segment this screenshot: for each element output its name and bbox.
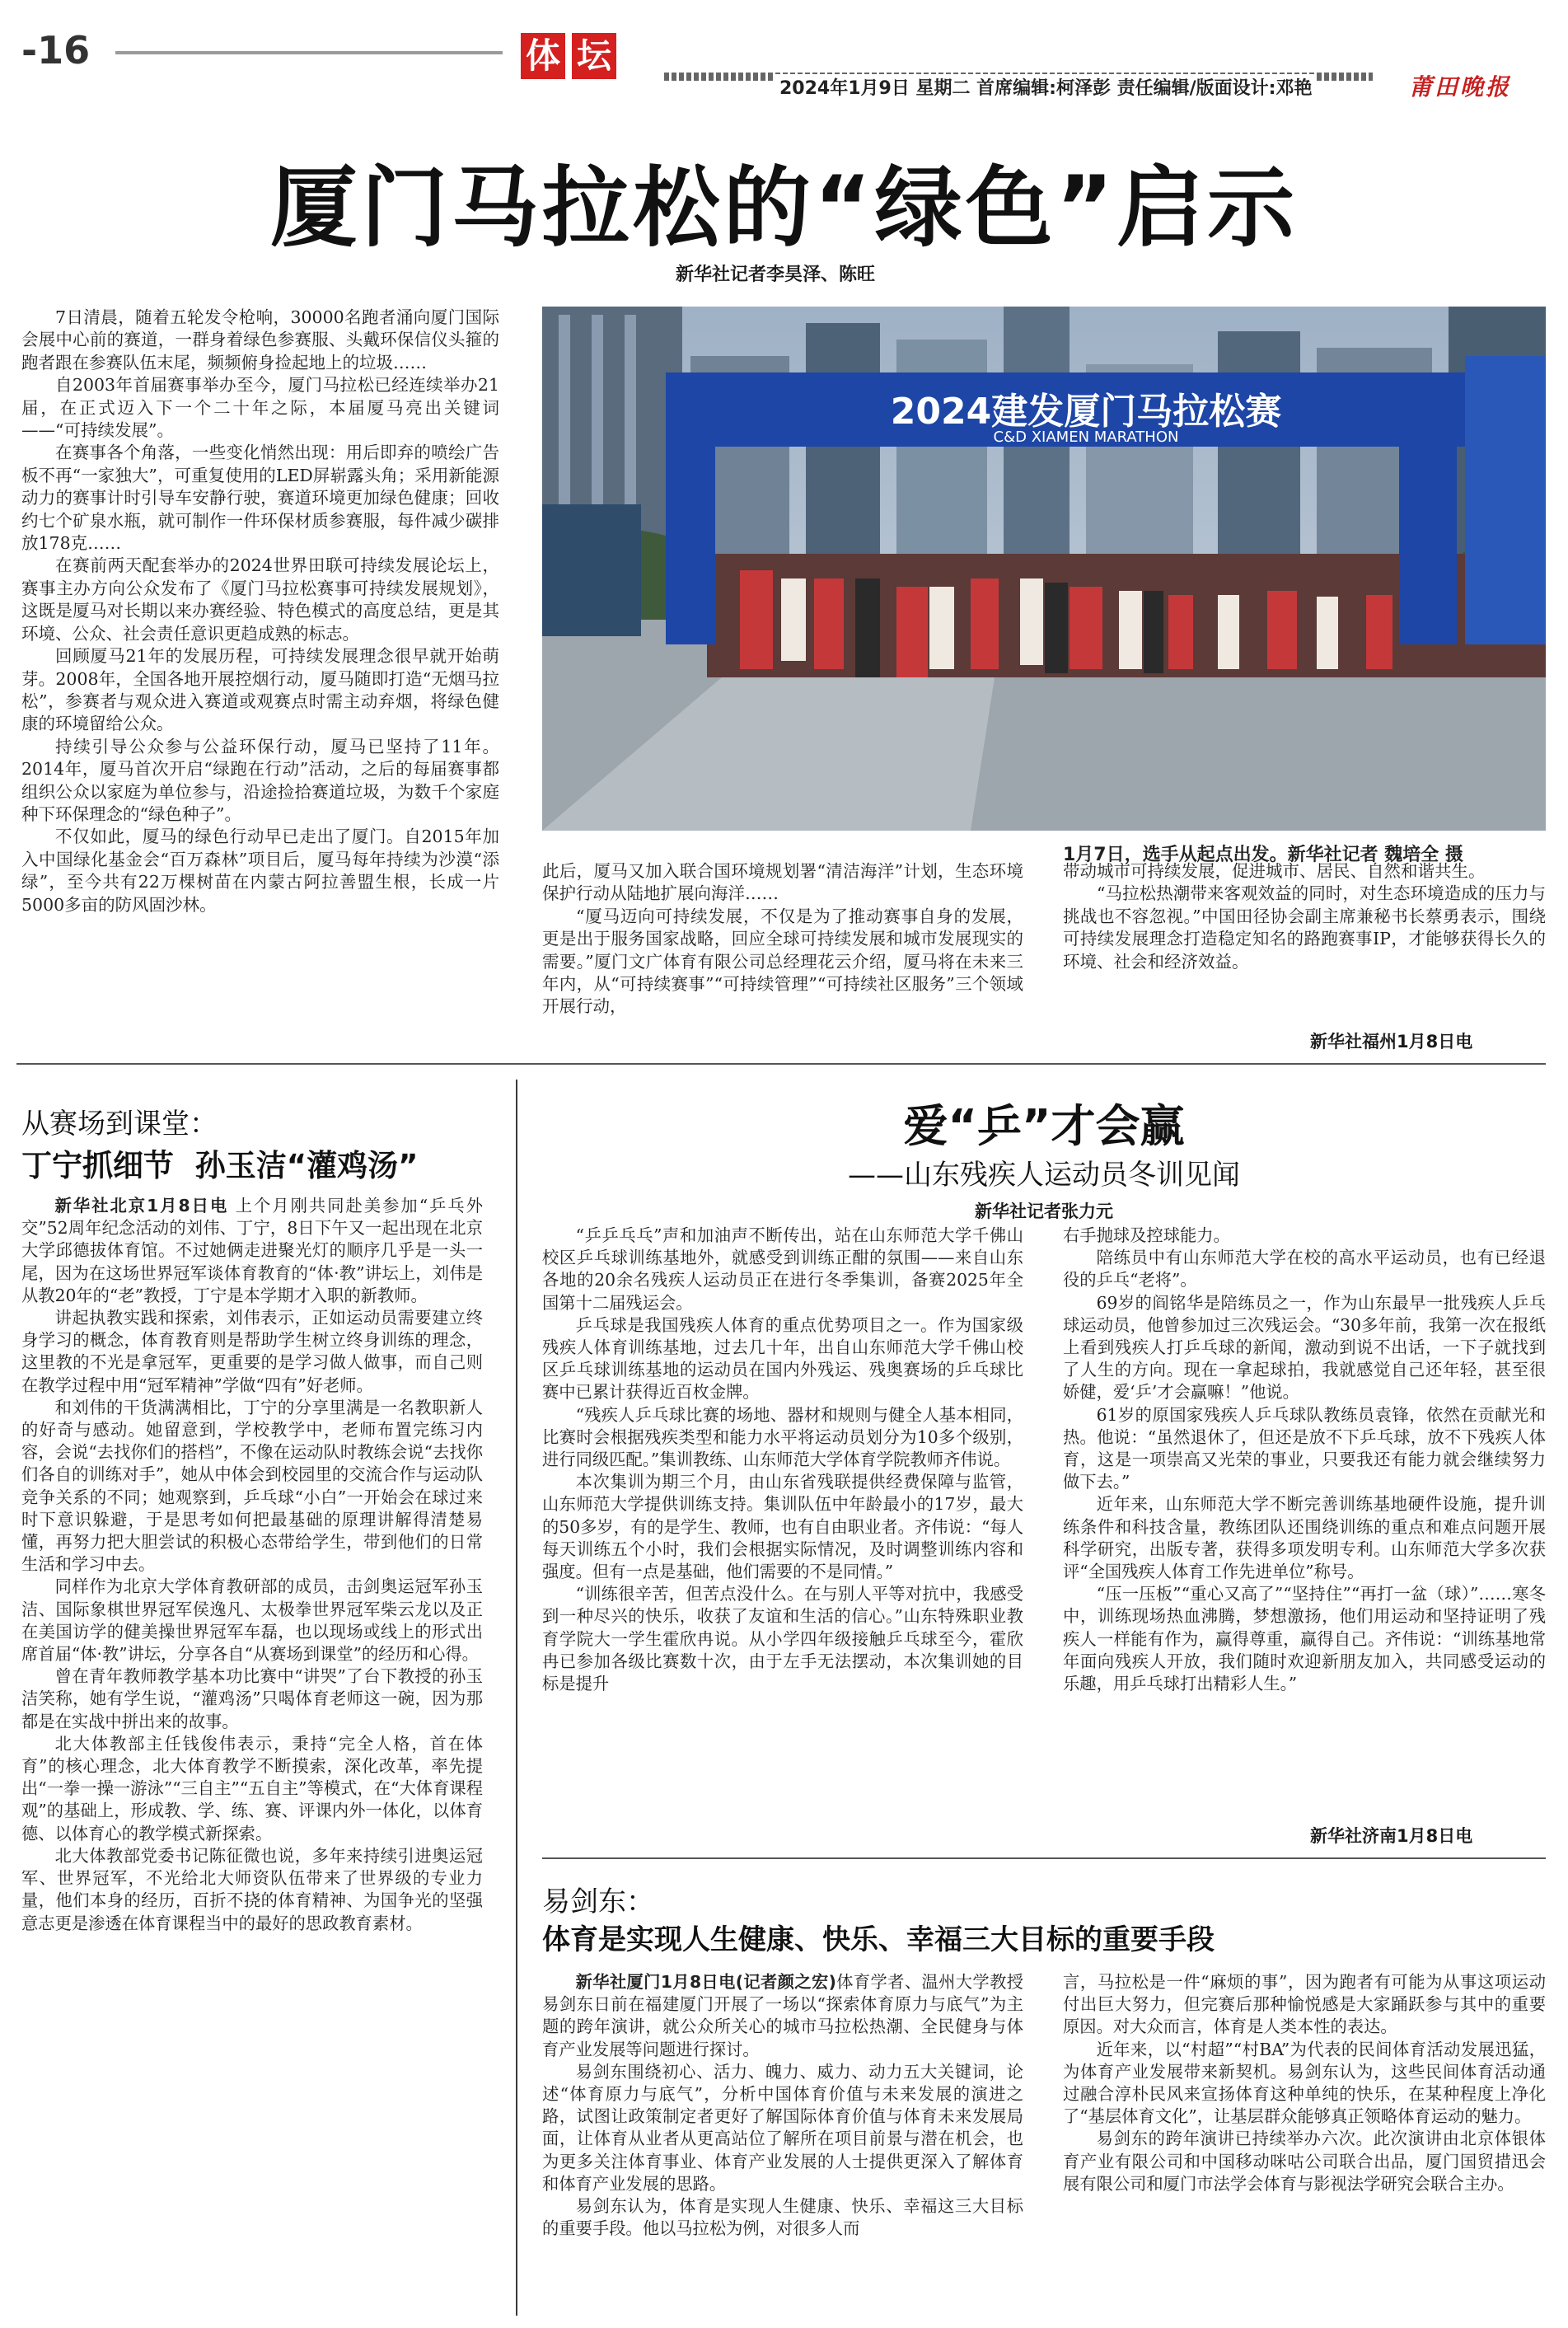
- article4-lead: 新华社厦门1月8日电(记者颜之宏): [575, 1972, 836, 1992]
- article3-paragraph: 乒乓球是我国残疾人体育的重点优势项目之一。作为国家级残疾人体育训练基地，过去几十年，出自山东师范大学千佛山校区乒乓球训练基地的运动员在国内外残运、残奥赛场的乒乓球比赛中已累计获得近百枚金牌。: [542, 1314, 1023, 1403]
- article1-paragraph: 不仅如此，厦马的绿色行动早已走出了厦门。自2015年加入中国绿化基金会“百万森林”项目后，厦马每年持续为沙漠“添绿”，至今共有22万棵树苗在内蒙古阿拉善盟生根，长成一片5000多亩的防风固沙林。: [21, 827, 499, 915]
- article1-title: 厦门马拉松的“绿色”启示: [269, 157, 1299, 259]
- article2-paragraph: 北大体教部主任钱俊伟表示，秉持“完全人格，首在体育”的核心理念，北大体育教学不断摸索，深化改革，率先提出“一拳一操一游泳”“三自主”“五自主”等模式，在“大体育课程观”的基础上，形成教、学、练、赛、评课内外一体化，以体育德、以体育心的教学模式新探索。: [21, 1733, 483, 1843]
- arch-title: 2024建发厦门马拉松赛: [890, 391, 1282, 433]
- article3-paragraph: 右手抛球及控球能力。: [1063, 1225, 1230, 1245]
- article3-paragraph: 69岁的阎铭华是陪练员之一，作为山东最早一批残疾人乒乓球运动员，他曾参加过三次残运会。“30多年前，我第一次在报纸上看到残疾人打乒乓球的新闻，激动到说不出话，一下子就找到了人生的方向。现在一拿起球拍，我就感觉自己还年轻，甚至很娇健，爱‘乒’才会赢嘛！”他说。: [1063, 1292, 1546, 1403]
- article3-paragraph: 近年来，山东师范大学不断完善训练基地硬件设施，提升训练条件和科技含量，教练团队还围绕训练的重点和难点问题开展科学研究，出版专著，获得多项发明专利。山东师范大学多次获评“全国残疾人体育工作先进单位”称号。: [1063, 1494, 1546, 1582]
- article3-paragraph: 陪练员中有山东师范大学在校的高水平运动员，也有已经退役的乒乓“老将”。: [1063, 1248, 1546, 1290]
- article1-paragraph: 7日清晨，随着五轮发令枪响，30000名跑者涌向厦门国际会展中心前的赛道，一群身着绿色参赛服、头戴环保信仪头箍的跑者跟在参赛队伍末尾，频频俯身捡起地上的垃圾……: [21, 307, 499, 372]
- article2-paragraph: 曾在青年教师教学基本功比赛中“讲哭”了台下教授的孙玉洁笑称，她有学生说，“灌鸡汤”只喝体育老师这一碗，因为那都是在实战中拼出来的故事。: [21, 1666, 483, 1731]
- article3-paragraph: 61岁的原国家残疾人乒乓球队教练员袁锋，依然在贡献光和热。他说：“虽然退休了，但还是放不下乒乓球，放不下残疾人体育，这是一项崇高又光荣的事业，只要我还有能力就会继续努力做下去。”: [1063, 1404, 1546, 1492]
- article3-paragraph: “训练很辛苦，但苦点没什么。在与别人平等对抗中，我感受到一种尽兴的快乐，收获了友谊和生活的信心。”山东特殊职业教育学院大一学生霍欣冉说。从小学四年级接触乒乓球至今，霍欣冉已参加各级比赛数十次，由于左手无法摆动，本次集训她的目标是提升: [542, 1584, 1023, 1694]
- arch-title-en: C&D XIAMEN MARATHON: [993, 429, 1179, 446]
- header-rule-left: [115, 51, 503, 54]
- article1-byline: 新华社记者李昊泽、陈旺: [676, 265, 876, 285]
- article1-column-1: [21, 307, 499, 916]
- article4-paragraph: 易剑东认为，体育是实现人生健康、快乐、幸福这三大目标的重要手段。他以马拉松为例，对很多人而: [542, 2196, 1023, 2239]
- article2-paragraph: 北大体教部党委书记陈征微也说，多年来持续引进奥运冠军、世界冠军，不光给北大师资队伍带来了世界级的专业力量，他们本身的经历，百折不挠的体育精神、为国争光的坚强意志更是渗透在体育课程当中的最好的思政教育素材。: [21, 1845, 483, 1933]
- article4-lead-text: 体育学者、温州大学教授易剑东日前在福建厦门开展了一场以“探索体育原力与底气”为主题的跨年演讲，就公众所关心的城市马拉松热潮、全民健身与体育产业发展等问题进行探讨。: [542, 1972, 1023, 2059]
- section-divider: [16, 1063, 1546, 1065]
- article1-paragraph: 在赛事各个角落，一些变化悄然出现：用后即弃的喷绘广告板不再“一家独大”，可重复使用的LED屏崭露头角；采用新能源动力的赛事计时引导车安静行驶，赛道环境更加绿色健康；回收约七个矿泉水瓶，就可制作一件环保材质参赛服，每件减少碳排放178克……: [21, 443, 499, 554]
- article4-column-1: [542, 1971, 1023, 2240]
- article1-paragraph: 持续引导公众参与公益环保行动，厦马已坚持了11年。2014年，厦马首次开启“绿跑在行动”活动，之后的每届赛事都组织公众以家庭为单位参与，沿途捡拾赛道垃圾，为数千个家庭种下环保理念的“绿色种子”。: [21, 736, 499, 824]
- article1-paragraph: 在赛前两天配套举办的2024世界田联可持续发展论坛上，赛事主办方向公众发布了《厦门马拉松赛事可持续发展规划》，这既是厦马对长期以来办赛经验、特色模式的高度总结，更是其环境、公众、社会责任意识更趋成熟的标志。: [21, 555, 499, 644]
- article2-lead-text: 上个月刚共同赴美参加“乒乓外交”52周年纪念活动的刘伟、丁宁，8日下午又一起出现在北京大学邱德拔体育馆。不过她俩走进聚光灯的顺序几乎是一头一尾，因为在这场世界冠军谈体育教育的“体·教”讲坛上，刘伟是从教20年的“老”教授，丁宁是本学期才入职的新教师。: [21, 1196, 483, 1305]
- article1-paragraph: 带动城市可持续发展，促进城市、居民、自然和谐共生。: [1063, 861, 1486, 881]
- masthead-logo: 莆田晚报: [1409, 73, 1512, 101]
- article1-paragraph: “厦马迈向可持续发展，不仅是为了推动赛事自身的发展，更是出于服务国家战略，回应全球可持续发展和城市发展现实的需要。”厦门文广体育有限公司总经理花云介绍，厦马将在未来三年内，从“可持续赛事”“可持续管理”“可持续社区服务”三个领域开展行动，: [542, 906, 1023, 1017]
- article1-column-2: [542, 860, 1023, 1019]
- article3-column-2: [1063, 1225, 1546, 1695]
- article2-paragraph: 和刘伟的干货满满相比，丁宁的分享里满是一名教职新人的好奇与感动。她留意到，学校教学中，老师布置完练习内容，会说“去找你们的搭档”，不像在运动队时教练会说“去找你们各自的训练对手”，她从中体会到校园里的交流合作与运动队竞争关系的不同；她观察到，乒乓球“小白”一开始会在球过来时下意识躲避，于是思考如何把最基础的原理讲解得清楚易懂，再努力把大胆尝试的积极心态带给学生，带到他们的日常生活和学习中去。: [21, 1397, 483, 1575]
- article1-column-3: [1063, 860, 1546, 973]
- header-info-line: 2024年1月9日 星期二 首席编辑:柯泽彭 责任编辑/版面设计:邓艳: [775, 74, 1317, 100]
- article3-subtitle: ——山东残疾人运动员冬训见闻: [848, 1159, 1240, 1192]
- article3-paragraph: “压一压板”“重心又高了”“坚持住”“再打一盆（球）”……寒冬中，训练现场热血沸腾，梦想激扬，他们用运动和坚持证明了残疾人一样能有作为，赢得尊重，赢得自己。齐伟说：“训练基地常年面向残疾人开放，我们随时欢迎新朋友加入，共同感受运动的乐趣，用乒乓球打出精彩人生。”: [1063, 1584, 1546, 1694]
- article1-dateline: 新华社福州1月8日电: [1310, 1032, 1473, 1052]
- section-divider: [542, 1857, 1546, 1859]
- page-number: -16: [21, 28, 91, 73]
- section-tag: [521, 33, 659, 79]
- article4-column-2: [1063, 1971, 1546, 2195]
- article2-title: 丁宁抓细节 孙玉洁“灌鸡汤”: [21, 1148, 419, 1183]
- article3-title: 爱“乒”才会赢: [903, 1100, 1185, 1152]
- article3-dateline: 新华社济南1月8日电: [1310, 1826, 1473, 1846]
- article3-paragraph: “残疾人乒乓球比赛的场地、器材和规则与健全人基本相同，比赛时会根据残疾类型和能力水平将运动员划分为10多个级别，进行同级匹配。”集训教练、山东师范大学体育学院教师齐伟说。: [542, 1404, 1023, 1470]
- article1-paragraph: 此后，厦马又加入联合国环境规划署“清洁海洋”计划，生态环境保护行动从陆地扩展向海洋……: [542, 861, 1023, 904]
- article1-paragraph: “马拉松热潮带来客观效益的同时，对生态环境造成的压力与挑战也不容忽视。”中国田径协会副主席兼秘书长蔡勇表示，围绕可持续发展理念打造稳定知名的路跑赛事IP，才能够获得长久的环境、社会和经济效益。: [1063, 883, 1546, 972]
- article2-paragraph: 讲起执教实践和探索，刘伟表示，正如运动员需要建立终身学习的概念，体育教育则是帮助学生树立终身训练的理念，这里教的不光是拿冠军，更重要的是学习做人做事，而自己则在教学过程中用“冠军精神”学做“四有”好老师。: [21, 1308, 483, 1395]
- section-char-1: 体: [521, 33, 565, 79]
- article3-byline: 新华社记者张力元: [975, 1201, 1113, 1221]
- article4-paragraph: 近年来，以“村超”“村BA”为代表的民间体育活动发展迅猛，为体育产业发展带来新契机。易剑东认为，这些民间体育活动通过融合淳朴民风来宣扬体育这种单纯的快乐，在某种程度上净化了“基层体育文化”，让基层群众能够真正领略体育运动的魅力。: [1063, 2039, 1546, 2127]
- article4-paragraph: 易剑东的跨年演讲已持续举办六次。此次演讲由北京体银体育产业有限公司和中国移动咪咕公司联合出品，厦门国贸措迅会展有限公司和厦门市法学会体育与影视法学研究会联合主办。: [1063, 2129, 1546, 2194]
- article1-paragraph: 回顾厦马21年的发展历程，可持续发展理念很早就开始萌芽。2008年，全国各地开展控烟行动，厦马随即打造“无烟马拉松”，参赛者与观众进入赛道或观赛点时需主动弃烟，将绿色健康的环境留给公众。: [21, 646, 499, 734]
- photo-caption: 1月7日，选手从起点出发。新华社记者 魏培全 摄: [1063, 845, 1463, 865]
- article2-lead: 新华社北京1月8日电: [54, 1196, 229, 1216]
- marathon-photo-drawing: [542, 307, 1546, 831]
- article2-kicker: 从赛场到课堂：: [21, 1108, 218, 1141]
- article4-title: 体育是实现人生健康、快乐、幸福三大目标的重要手段: [542, 1923, 1215, 1956]
- article3-paragraph: “乒乒乓乓”声和加油声不断传出，站在山东师范大学千佛山校区乒乓球训练基地外，就感受到训练正酣的氛围——来自山东各地的20余名残疾人运动员正在进行冬季集训，备赛2025年全国第十二届残运会。: [542, 1225, 1023, 1313]
- section-char-2: 坛: [572, 33, 616, 79]
- marathon-photo: [542, 307, 1546, 831]
- article1-paragraph: 自2003年首届赛事举办至今，厦门马拉松已经连续举办21届，在正式迈入下一个二十年之际，本届厦马亮出关键词——“可持续发展”。: [21, 375, 499, 441]
- article4-paragraph: 易剑东围绕初心、活力、魄力、威力、动力五大关键词，论述“体育原力与底气”，分析中国体育价值与未来发展的演进之路，试图让政策制定者更好了解国际体育价值与体育未来发展局面，让体育从业者从更高站位了解所在项目前景与潜在机会，也为更多关注体育事业、体育产业发展的人士提供更深入了解体育和体育产业发展的思路。: [542, 2061, 1023, 2194]
- column-divider: [516, 1080, 517, 2316]
- article2-paragraph: [21, 1195, 483, 1307]
- article4-paragraph: [542, 1971, 1023, 2061]
- article2-body: [21, 1195, 483, 1935]
- article4-kicker: 易剑东：: [542, 1885, 654, 1918]
- article2-paragraph: 同样作为北京大学体育教研部的成员，击剑奥运冠军孙玉洁、国际象棋世界冠军侯逸凡、太极拳世界冠军柴云龙以及正在美国访学的健美操世界冠军车磊，也以现场或线上的形式出席首届“体·教”讲坛，分享各自“从赛场到课堂”的经历和心得。: [21, 1576, 483, 1665]
- article4-paragraph: 言，马拉松是一件“麻烦的事”，因为跑者有可能为从事这项运动付出巨大努力，但完赛后那种愉悦感是大家踊跃参与其中的重要原因。对大众而言，体育是人类本性的表达。: [1063, 1972, 1546, 2037]
- article3-paragraph: 本次集训为期三个月，由山东省残联提供经费保障与监管，山东师范大学提供训练支持。集训队伍中年龄最小的17岁，最大的50多岁，有的是学生、教师，也有自由职业者。齐伟说：“每人每天训练五个小时，我们会根据实际情况，及时调整训练内容和强度。但有一点是基础，他们需要的不是同情。”: [542, 1472, 1023, 1582]
- article3-column-1: [542, 1225, 1023, 1695]
